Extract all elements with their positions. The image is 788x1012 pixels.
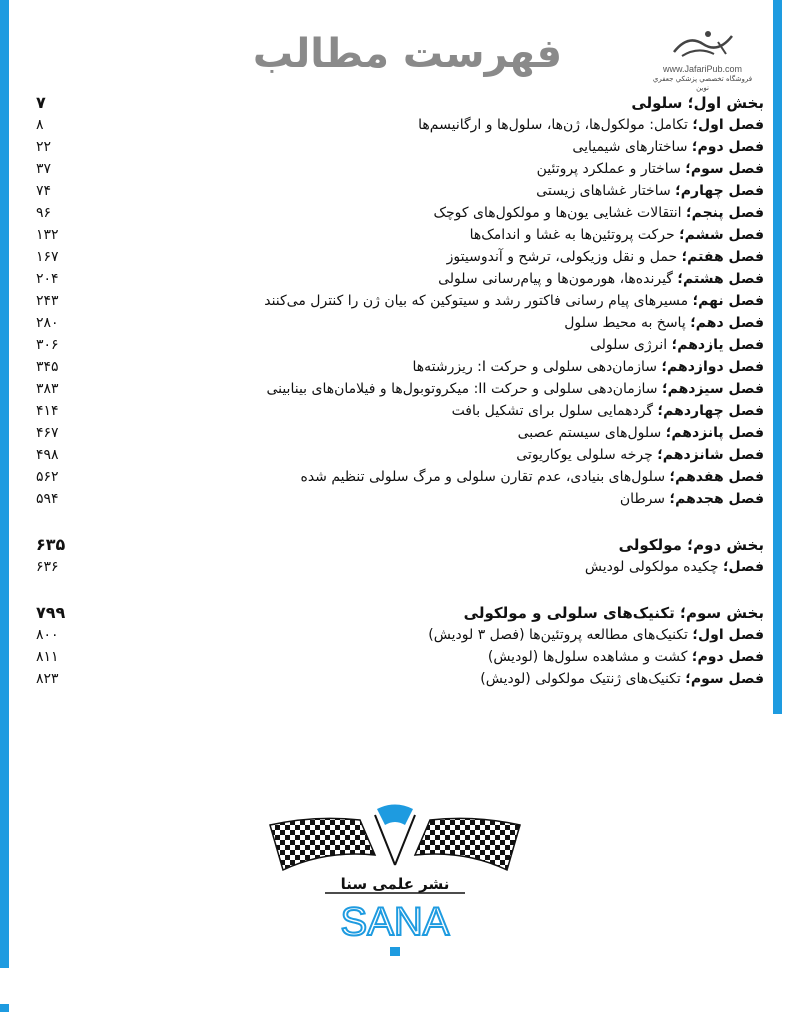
toc-entry-label [516, 444, 764, 466]
chapter-title: پاسخ به محیط سلول [564, 315, 686, 331]
toc-chapter-row[interactable] [36, 246, 764, 268]
toc-chapter-row[interactable] [36, 624, 764, 646]
toc-page-number: ۳۷ [36, 161, 52, 177]
toc-chapter-row[interactable] [36, 224, 764, 246]
toc-chapter-row[interactable] [36, 556, 764, 578]
toc-chapter-row[interactable] [36, 136, 764, 158]
toc-part-row[interactable] [36, 602, 764, 624]
toc-page-number: ۲۸۰ [36, 315, 59, 331]
chapter-prefix: فصل شانزدهم؛ [657, 447, 764, 463]
jafari-logo [650, 24, 755, 96]
toc-entry-label [470, 224, 764, 246]
chapter-title: ساختارهای شیمیایی [572, 139, 688, 155]
page-frame-right [773, 0, 782, 714]
toc-page-number: ۸ [36, 117, 44, 133]
chapter-prefix: فصل سوم؛ [685, 161, 764, 177]
toc-entry-label [438, 268, 764, 290]
chapter-title: سلول‌های بنیادی، عدم تقارن سلولی و مرگ سلولی تنظیم شده [300, 469, 666, 485]
toc-chapter-row[interactable] [36, 466, 764, 488]
chapter-title: سرطان [619, 491, 666, 507]
corner-square [0, 1004, 9, 1012]
chapter-title: گیرنده‌ها، هورمون‌ها و پیام‌رسانی سلولی [438, 271, 673, 287]
chapter-prefix: فصل دوم؛ [691, 139, 764, 155]
chapter-prefix: فصل هجدهم؛ [669, 491, 764, 507]
chapter-prefix: فصل دوم؛ [691, 649, 764, 665]
toc-chapter-row[interactable] [36, 180, 764, 202]
toc-chapter-row[interactable] [36, 290, 764, 312]
chapter-title: حرکت پروتئین‌ها به غشا و اندامک‌ها [469, 227, 675, 243]
toc-entry-label [434, 202, 765, 224]
chapter-title: چکیده مولکولی لودیش [584, 559, 719, 575]
chapter-title: سازمان‌دهی سلولی و حرکت II: میکروتوبول‌ها و فیلامان‌های بینابینی [266, 381, 658, 397]
chapter-title: تکنیک‌های ژنتیک مولکولی (لودیش) [480, 671, 681, 687]
toc-entry-label [564, 312, 764, 334]
toc-entry-label [447, 246, 764, 268]
toc-chapter-row[interactable] [36, 202, 764, 224]
chapter-prefix: فصل دهم؛ [690, 315, 764, 331]
chapter-prefix: فصل یازدهم؛ [671, 337, 764, 353]
table-of-contents [36, 92, 764, 690]
toc-chapter-row[interactable] [36, 158, 764, 180]
toc-page-number: ۴۶۷ [36, 425, 59, 441]
toc-chapter-row[interactable] [36, 334, 764, 356]
toc-page-number: ۷۴ [36, 183, 52, 199]
toc-chapter-row[interactable] [36, 312, 764, 334]
toc-page-number: ۶۳۵ [36, 535, 66, 554]
section-gap [36, 578, 764, 602]
toc-chapter-row[interactable] [36, 114, 764, 136]
chapter-prefix: فصل دوازدهم؛ [661, 359, 764, 375]
toc-page-number: ۷ [36, 93, 46, 112]
chapter-prefix: فصل چهاردهم؛ [657, 403, 764, 419]
chapter-prefix: فصل چهارم؛ [675, 183, 764, 199]
chapter-prefix: فصل هفتم؛ [681, 249, 764, 265]
chapter-prefix: فصل ششم؛ [679, 227, 764, 243]
sana-en-logo: SANA [340, 900, 450, 944]
toc-entry-label [518, 422, 764, 444]
publisher-name: نشر علمی سنا [340, 875, 450, 893]
toc-chapter-row[interactable] [36, 268, 764, 290]
toc-page-number: ۲۰۴ [36, 271, 59, 287]
toc-entry-label: بخش سوم؛ تکنیک‌های سلولی و مولکولی [463, 604, 764, 622]
toc-entry-label [264, 290, 764, 312]
toc-entry-label: بخش اول؛ سلولی [631, 94, 764, 112]
toc-page-number: ۳۴۵ [36, 359, 59, 375]
toc-page-number: ۲۴۳ [36, 293, 59, 309]
toc-page-number: ۴۹۸ [36, 447, 59, 463]
page-frame-left [0, 0, 9, 968]
chapter-prefix: فصل هفدهم؛ [669, 469, 764, 485]
chapter-prefix: فصل اول؛ [692, 627, 764, 643]
toc-chapter-row[interactable] [36, 668, 764, 690]
toc-chapter-row[interactable] [36, 488, 764, 510]
toc-page-number: ۵۶۲ [36, 469, 59, 485]
chapter-title: چرخه سلولی یوکاریوتی [516, 447, 653, 463]
toc-entry-label [572, 136, 764, 158]
toc-entry-label [428, 624, 764, 646]
toc-page-number: ۹۶ [36, 205, 52, 221]
toc-part-row[interactable] [36, 92, 764, 114]
section-gap [36, 510, 764, 534]
chapter-prefix: فصل سوم؛ [685, 671, 764, 687]
chapter-title: ساختار غشاهای زیستی [536, 183, 671, 199]
toc-page-number: ۴۱۴ [36, 403, 59, 419]
chapter-title: حمل و نقل وزیکولی، ترشح و آندوسیتوز [446, 249, 678, 265]
toc-page-number: ۵۹۴ [36, 491, 59, 507]
toc-page-number: ۳۸۳ [36, 381, 59, 397]
toc-entry-label [488, 646, 764, 668]
chapter-prefix: فصل نهم؛ [692, 293, 764, 309]
toc-entry-label [452, 400, 764, 422]
chapter-prefix: فصل پنجم؛ [686, 205, 764, 221]
logo-caption: فروشگاه تخصصي پزشكي جعفري نوين [652, 75, 753, 92]
toc-entry-label [418, 114, 764, 136]
toc-entry-label [412, 356, 764, 378]
toc-entry-label [537, 158, 764, 180]
toc-entry-label: بخش دوم؛ مولکولی [618, 536, 764, 554]
toc-page-number: ۸۱۱ [36, 649, 59, 665]
toc-page-number: ۳۰۶ [36, 337, 59, 353]
jafari-logo-icon [668, 24, 738, 64]
chapter-title: مسیرهای پیام رسانی فاکتور رشد و سیتوکین که بیان ژن را کنترل می‌کنند [264, 293, 689, 309]
chapter-title: سلول‌های سیستم عصبی [517, 425, 662, 441]
toc-entry-label [480, 668, 764, 690]
toc-chapter-row[interactable] [36, 422, 764, 444]
toc-page-number: ۶۳۶ [36, 559, 59, 575]
page-title: فهرست مطالب [252, 31, 563, 77]
chapter-prefix: فصل سیزدهم؛ [662, 381, 764, 397]
chapter-title: انتقالات غشایی یون‌ها و مولکول‌های کوچک [433, 205, 682, 221]
toc-entry-label [301, 466, 765, 488]
logo-url: www.JafariPub.com [662, 64, 743, 74]
toc-chapter-row[interactable] [36, 646, 764, 668]
chapter-prefix: فصل هشتم؛ [677, 271, 764, 287]
toc-entry-label [620, 488, 764, 510]
chapter-prefix: فصل پانزدهم؛ [665, 425, 764, 441]
chapter-title: تکامل: مولکول‌ها، ژن‌ها، سلول‌ها و ارگانیسم‌ها [418, 117, 688, 133]
chapter-title: تکنیک‌های مطالعه پروتئین‌ها (فصل ۳ لودیش) [428, 627, 688, 643]
chapter-prefix: فصل؛ [722, 559, 764, 575]
toc-entry-label [266, 378, 764, 400]
toc-chapter-row[interactable] [36, 356, 764, 378]
toc-chapter-row[interactable] [36, 400, 764, 422]
toc-part-row[interactable] [36, 534, 764, 556]
toc-entry-label [536, 180, 764, 202]
chapter-title: سازمان‌دهی سلولی و حرکت I: ریزرشته‌ها [412, 359, 657, 375]
toc-entry-label [590, 334, 764, 356]
toc-page-number: ۱۶۷ [36, 249, 59, 265]
chapter-prefix: فصل اول؛ [692, 117, 764, 133]
toc-chapter-row[interactable] [36, 444, 764, 466]
toc-page-number: ۲۲ [36, 139, 52, 155]
toc-entry-label [585, 556, 764, 578]
chapter-title: کشت و مشاهده سلول‌ها (لودیش) [487, 649, 688, 665]
chapter-title: انرژی سلولی [589, 337, 668, 353]
chapter-title: گردهمایی سلول برای تشکیل بافت [451, 403, 654, 419]
chapter-title: ساختار و عملکرد پروتئین [536, 161, 681, 177]
toc-chapter-row[interactable] [36, 378, 764, 400]
toc-page-number: ۸۲۳ [36, 671, 59, 687]
toc-page-number: ۸۰۰ [36, 627, 59, 643]
toc-page-number: ۷۹۹ [36, 603, 66, 622]
toc-page-number: ۱۳۲ [36, 227, 59, 243]
